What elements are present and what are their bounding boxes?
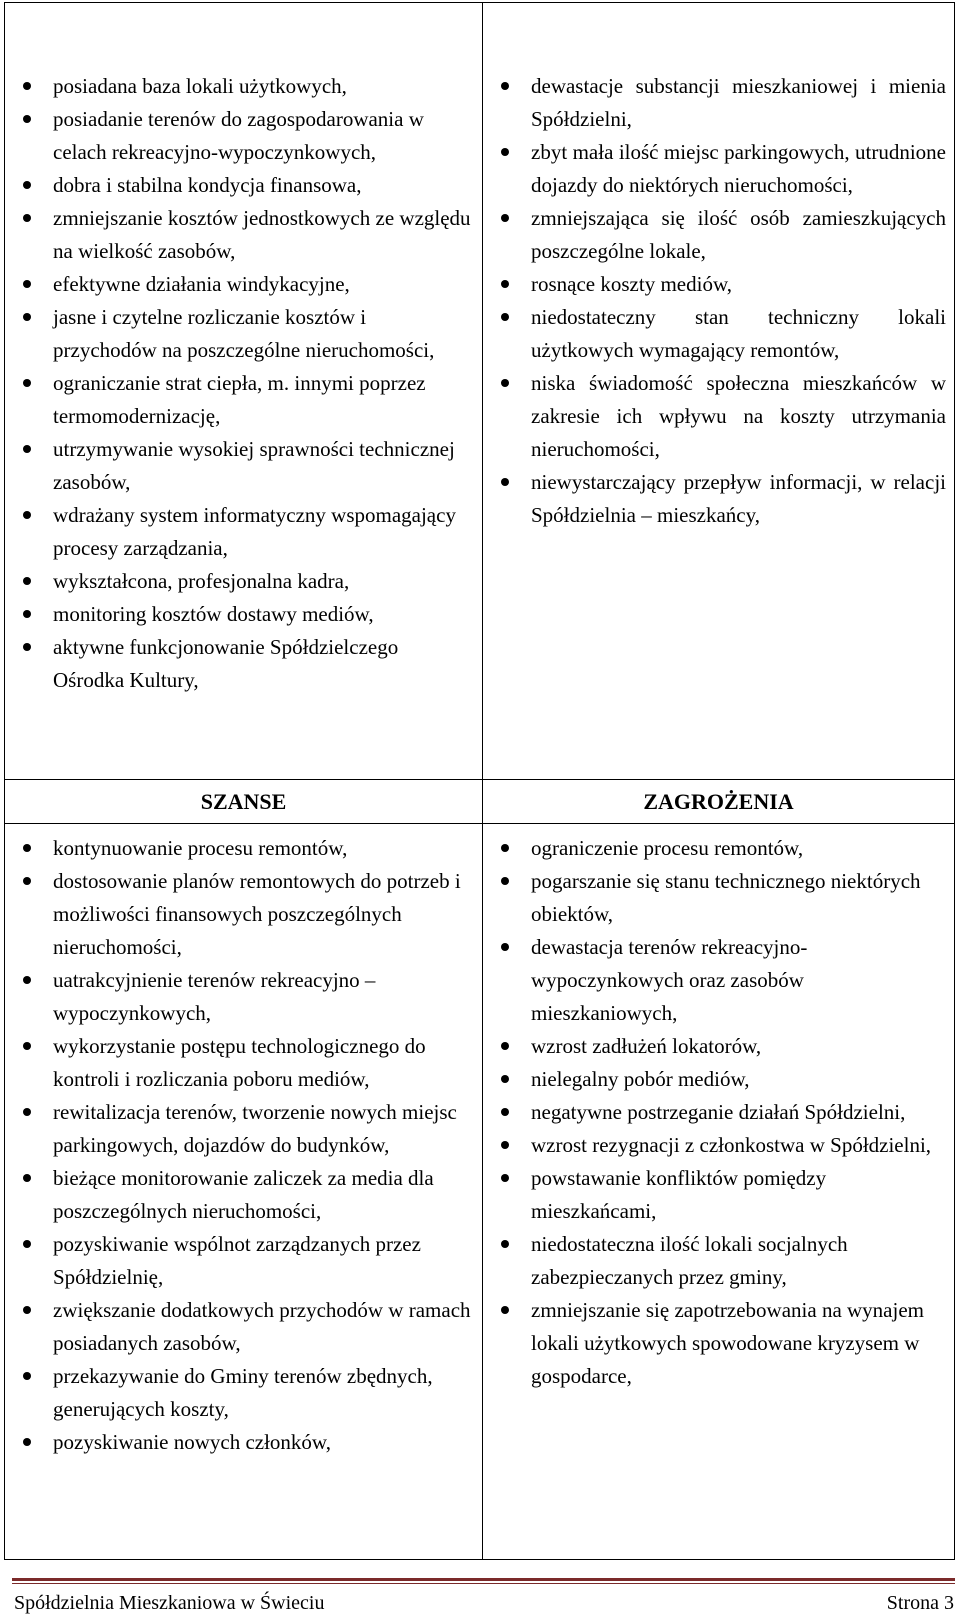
weaknesses-item: niska świadomość społeczna mieszkańców w zakresie ich wpływu na koszty utrzymania nieruchomości, (483, 367, 954, 466)
opportunities-item: bieżące monitorowanie zaliczek za media dla poszczególnych nieruchomości, (5, 1162, 482, 1228)
threats-item: pogarszanie się stanu technicznego niektórych obiektów, (483, 865, 954, 931)
weaknesses-item: rosnące koszty mediów, (483, 268, 954, 301)
opportunities-item: wykorzystanie postępu technologicznego do kontroli i rozliczania poboru mediów, (5, 1030, 482, 1096)
threats-item: wzrost zadłużeń lokatorów, (483, 1030, 954, 1063)
weaknesses-cell (483, 3, 955, 780)
footer-rule-thin (12, 1583, 955, 1584)
swot-table (4, 2, 955, 1560)
strengths-item: wdrażany system informatyczny wspomagający procesy zarządzania, (5, 499, 482, 565)
strengths-item: dobra i stabilna kondycja finansowa, (5, 169, 482, 202)
strengths-item: monitoring kosztów dostawy mediów, (5, 598, 482, 631)
threats-item: powstawanie konfliktów pomiędzy mieszkańcami, (483, 1162, 954, 1228)
threats-item: zmniejszanie się zapotrzebowania na wynajem lokali użytkowych spowodowane kryzysem w gospodarce, (483, 1294, 954, 1393)
strengths-item: posiadanie terenów do zagospodarowania w celach rekreacyjno-wypoczynkowych, (5, 103, 482, 169)
strengths-item: ograniczanie strat ciepła, m. innymi poprzez termomodernizację, (5, 367, 482, 433)
strengths-item: wykształcona, profesjonalna kadra, (5, 565, 482, 598)
weaknesses-list (483, 70, 954, 532)
weaknesses-item: zbyt mała ilość miejsc parkingowych, utrudnione dojazdy do niektórych nieruchomości, (483, 136, 954, 202)
strengths-item: posiadana baza lokali użytkowych, (5, 70, 482, 103)
opportunities-header: SZANSE (5, 780, 483, 824)
opportunities-list (5, 832, 482, 1459)
footer-organization: Spółdzielnia Mieszkaniowa w Świeciu (14, 1592, 325, 1614)
page-footer (14, 1592, 954, 1614)
strengths-item: efektywne działania windykacyjne, (5, 268, 482, 301)
threats-item: dewastacja terenów rekreacyjno-wypoczynkowych oraz zasobów mieszkaniowych, (483, 931, 954, 1030)
threats-list (483, 832, 954, 1393)
opportunities-item: pozyskiwanie nowych członków, (5, 1426, 482, 1459)
threats-item: wzrost rezygnacji z członkostwa w Spółdzielni, (483, 1129, 954, 1162)
threats-header: ZAGROŻENIA (483, 780, 955, 824)
opportunities-item: pozyskiwanie wspólnot zarządzanych przez Spółdzielnię, (5, 1228, 482, 1294)
opportunities-item: rewitalizacja terenów, tworzenie nowych miejsc parkingowych, dojazdów do budynków, (5, 1096, 482, 1162)
opportunities-item: kontynuowanie procesu remontów, (5, 832, 482, 865)
weaknesses-item: dewastacje substancji mieszkaniowej i mienia Spółdzielni, (483, 70, 954, 136)
opportunities-cell (5, 824, 483, 1560)
threats-item: negatywne postrzeganie działań Spółdzielni, (483, 1096, 954, 1129)
strengths-item: jasne i czytelne rozliczanie kosztów i przychodów na poszczególne nieruchomości, (5, 301, 482, 367)
weaknesses-item: zmniejszająca się ilość osób zamieszkujących poszczególne lokale, (483, 202, 954, 268)
opportunities-item: dostosowanie planów remontowych do potrzeb i możliwości finansowych poszczególnych nieruchomości, (5, 865, 482, 964)
threats-item: ograniczenie procesu remontów, (483, 832, 954, 865)
footer-page-number: Strona 3 (886, 1592, 954, 1614)
strengths-cell (5, 3, 483, 780)
threats-item: nielegalny pobór mediów, (483, 1063, 954, 1096)
opportunities-item: zwiększanie dodatkowych przychodów w ramach posiadanych zasobów, (5, 1294, 482, 1360)
strengths-item: utrzymywanie wysokiej sprawności technicznej zasobów, (5, 433, 482, 499)
opportunities-item: uatrakcyjnienie terenów rekreacyjno – wypoczynkowych, (5, 964, 482, 1030)
strengths-item: zmniejszanie kosztów jednostkowych ze względu na wielkość zasobów, (5, 202, 482, 268)
threats-cell (483, 824, 955, 1560)
opportunities-item: przekazywanie do Gminy terenów zbędnych, generujących koszty, (5, 1360, 482, 1426)
weaknesses-item: niedostateczny stan techniczny lokali użytkowych wymagający remontów, (483, 301, 954, 367)
weaknesses-item: niewystarczający przepływ informacji, w relacji Spółdzielnia – mieszkańcy, (483, 466, 954, 532)
strengths-item: aktywne funkcjonowanie Spółdzielczego Ośrodka Kultury, (5, 631, 482, 697)
threats-item: niedostateczna ilość lokali socjalnych zabezpieczanych przez gminy, (483, 1228, 954, 1294)
footer-rule (12, 1578, 955, 1581)
strengths-list (5, 70, 482, 697)
